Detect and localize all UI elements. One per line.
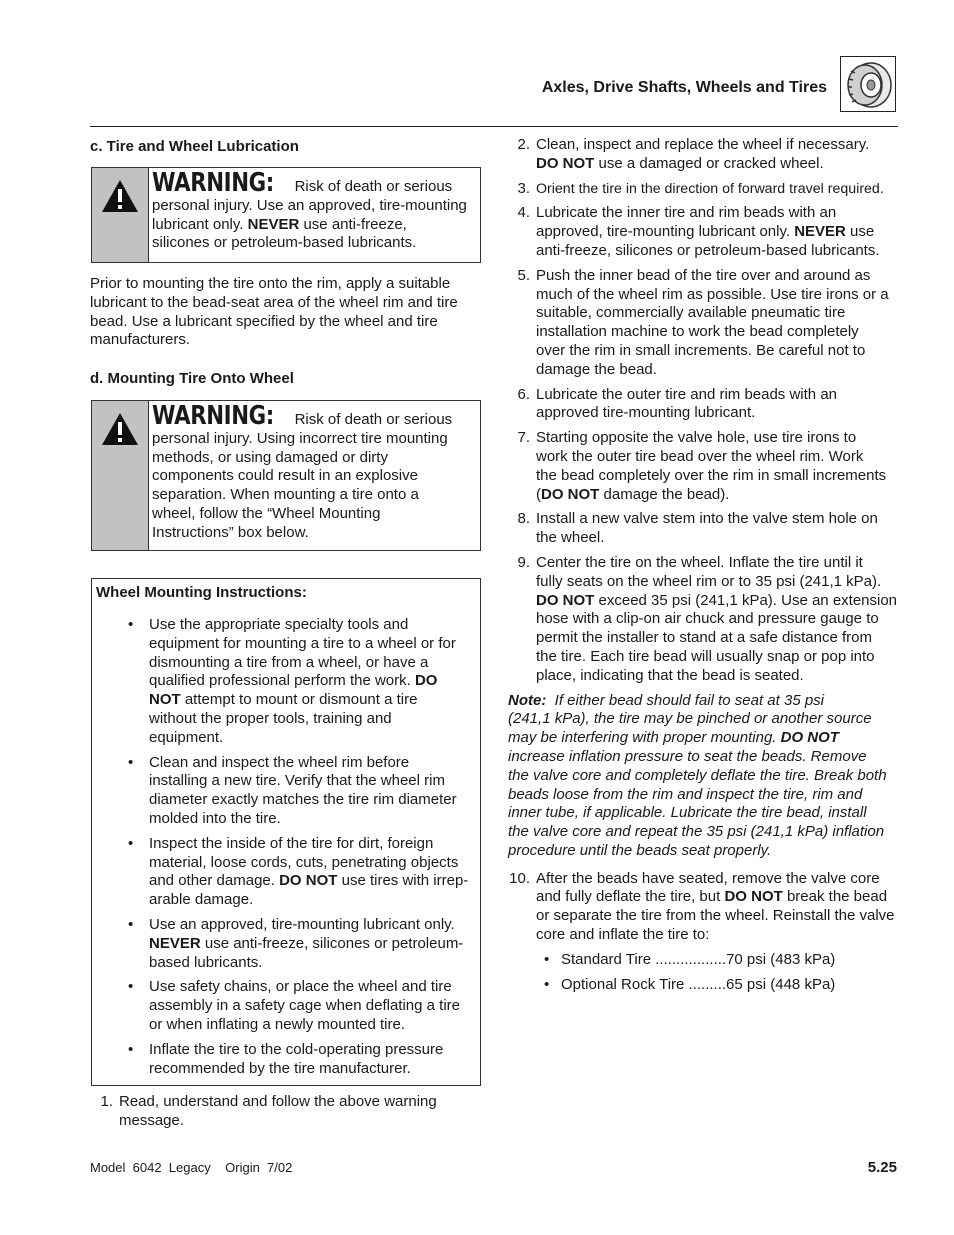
step-10: 10. After the beads have seated, remove the valve core and fully deflate the tire, but DO NOT break the bead or separate the tire from the wheel. Reinstall the valve core and inflate the tire to: • Standard Tire .................70 psi (483 kPa) • Optional Rock Tire .........65 psi (448 kPa) [508,870,903,995]
lubrication-paragraph: Prior to mounting the tire onto the rim, apply a suitable lubricant to the bead-seat area of the wheel rim and tire bead. Use a lubricant specified by the wheel and tire manufacturers. [90,275,458,349]
step-1: 1. Read, understand and follow the above warning message. [100,1093,437,1129]
step-6: 6. Lubricate the outer tire and rim beads with an approved tire-mounting lubricant. [517,385,838,422]
steps-list-right [508,136,903,1000]
list-item: • Optional Rock Tire .........65 psi (448 kPa) [544,975,836,993]
step-9: 9. Center the tire on the wheel. Inflate the tire until it fully seats on the wheel rim or to 35 psi (241,1 kPa). DO NOT exceed 35 psi (241,1 kPa). Use an extension hose with a clip-on air chuck and pressure gauge to permit the installer to stand at a safe distance from the tire. Each tire bead will usually snap or pop into place, indicating that the bead is seated. [517,553,898,684]
list-item: • Standard Tire .................70 psi (483 kPa) [544,950,836,968]
list-item: • Clean and inspect the wheel rim before installing a new tire. Verify that the wheel rim diameter exactly matches the tire rim diameter molded into the tire. [128,753,457,827]
step-5: 5. Push the inner bead of the tire over and around as much of the wheel rim as possible. Use tire irons or a suitable, commercially available pneumatic tire installation machine to work the bead completely over the rim in small increments. Be careful not to damage the bead. [517,266,889,378]
warning-box-mounting: WARNING: Risk of death or serious personal injury. Using incorrect tire mounting methods, or using damaged or dirty components could result in an explosive separation. When mounting a tire onto a wheel, follow the “Wheel Mounting Instructions” box below. [91,400,481,551]
list-item: • Inspect the inside of the tire for dirt, foreign material, loose cords, cuts, penetrating objects and other damage. DO NOT use tires with irrep- arable damage. [128,834,469,909]
warning-triangle-icon [100,178,140,214]
warning-label: WARNING: [152,168,274,198]
warning-triangle-icon [100,411,140,447]
pressure-list [536,951,903,995]
header-divider [90,126,898,127]
wheel-mounting-instructions-box [91,578,481,1086]
warning-box-lubrication: WARNING: Risk of death or serious personal injury. Use an approved, tire-mounting lubricant only. NEVER use anti-freeze, silicones or petroleum-based lubricants. [91,167,481,263]
step-8: 8. Install a new valve stem into the valve stem hole on the wheel. [517,510,878,547]
footer-model-info: Model 6042 Legacy Origin 7/02 [90,1160,293,1175]
instructions-list [128,616,474,1084]
list-item: • Use safety chains, or place the wheel and tire assembly in a safety cage when deflating a tire or when inflating a newly mounted tire. [128,978,461,1033]
warning-label: WARNING: [152,401,274,431]
section-heading-lubrication: c. Tire and Wheel Lubrication [90,138,299,155]
step-4: 4. Lubricate the inner tire and rim beads with an approved, tire-mounting lubricant only. NEVER use anti-freeze, silicones or petroleum-based lubricants. [517,204,880,259]
page-number: 5.25 [867,1159,897,1176]
list-item: • Use the appropriate specialty tools and equipment for mounting a tire to a wheel or for dismounting a tire from a wheel, or have a qualified professional perform the work. DO NOT attempt to mount or dismount a tire without the proper tools, training and equipment. [128,616,456,746]
note-paragraph: Note: If either bead should fail to seat at 35 psi (241,1 kPa), the tire may be pinched or another source may be interfering with proper mounting. DO NOT increase inflation pressure to seat the beads. Remove the valve core and completely deflate the tire. Break both beads loose from the rim and inspect the tire, rim and inner tube, if applicable. Lubricate the tire bead, install the valve core and repeat the 35 psi (241,1 kPa) inflation procedure until the beads seat properly. [508,691,887,859]
step-3: 3. Orient the tire in the direction of forward travel required. [517,179,884,197]
step-2: 2. Clean, inspect and replace the wheel if necessary. DO NOT use a damaged or cracked wheel. [517,136,870,172]
step-7: 7. Starting opposite the valve hole, use tire irons to work the outer tire bead over the wheel rim. Work the bead completely over the rim in small increments (DO NOT damage the bead). [517,429,887,503]
instructions-title: Wheel Mounting Instructions: [96,584,307,601]
section-heading-mounting: d. Mounting Tire Onto Wheel [90,370,294,387]
section-header-title: Axles, Drive Shafts, Wheels and Tires [541,79,827,96]
list-item: • Inflate the tire to the cold-operating pressure recommended by the tire manufacturer. [128,1040,444,1077]
list-item: • Use an approved, tire-mounting lubricant only. NEVER use anti-freeze, silicones or petroleum- based lubricants. [128,915,464,971]
tire-icon [840,56,896,112]
